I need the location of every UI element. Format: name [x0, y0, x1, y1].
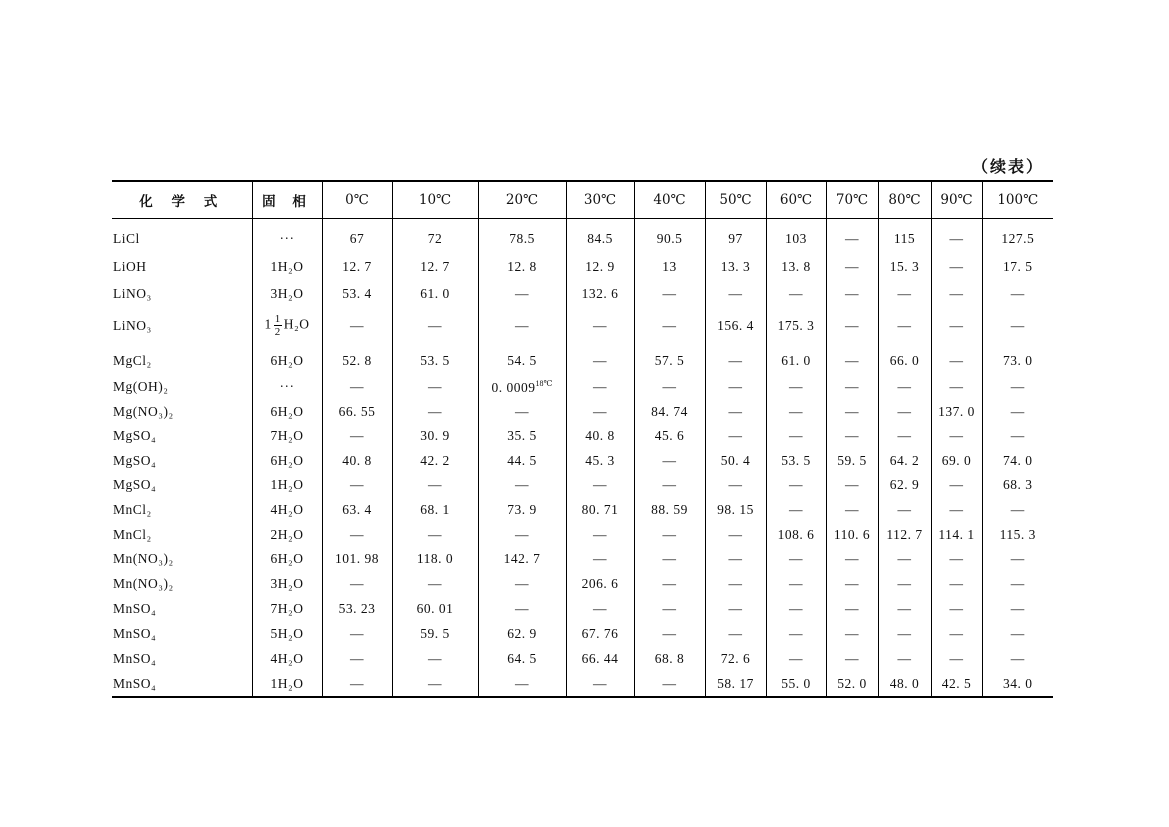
solubility-cell: 98. 15 [705, 498, 766, 523]
solubility-cell: — [878, 400, 931, 425]
solubility-cell: — [982, 375, 1053, 400]
solubility-cell: 156. 4 [705, 309, 766, 344]
solubility-table [112, 180, 1053, 698]
solubility-cell: — [982, 622, 1053, 647]
column-header-temperature: 0℃ [322, 181, 392, 219]
solubility-cell: 73. 9 [478, 498, 566, 523]
solubility-cell: 52. 8 [322, 343, 392, 375]
solubility-cell: — [566, 672, 634, 698]
solubility-cell: 13. 3 [705, 255, 766, 280]
solubility-cell: — [566, 523, 634, 548]
solubility-cell: — [392, 672, 478, 698]
solubility-cell: — [634, 449, 705, 474]
column-header-formula: 化 学 式 [112, 181, 252, 219]
solubility-cell: — [634, 279, 705, 309]
solubility-cell: — [826, 279, 878, 309]
solubility-cell: — [982, 424, 1053, 449]
solubility-cell: — [705, 400, 766, 425]
solubility-cell: 17. 5 [982, 255, 1053, 280]
solubility-cell: 115. 3 [982, 523, 1053, 548]
solid-phase-cell: 3H₂O [252, 572, 322, 597]
table-header [112, 181, 1053, 219]
solubility-cell: 66. 0 [878, 343, 931, 375]
solubility-cell: — [705, 375, 766, 400]
solubility-cell: — [322, 424, 392, 449]
solubility-cell: — [766, 647, 826, 672]
table-row [112, 309, 1053, 344]
formula-cell: MnSO₄ [113, 601, 157, 616]
solubility-cell: — [322, 309, 392, 344]
solid-phase-formula: H₂O [283, 316, 310, 332]
solubility-cell: — [931, 647, 982, 672]
table-row [112, 343, 1053, 375]
solubility-cell: 12. 7 [392, 255, 478, 280]
solubility-cell: 206. 6 [566, 572, 634, 597]
solubility-cell: — [392, 375, 478, 400]
solubility-cell: — [766, 498, 826, 523]
solubility-cell: 61. 0 [392, 279, 478, 309]
solubility-cell: 103 [766, 219, 826, 255]
solubility-cell: — [766, 597, 826, 622]
solubility-cell: 115 [878, 219, 931, 255]
solubility-cell: 101. 98 [322, 547, 392, 572]
solubility-cell: — [982, 498, 1053, 523]
solubility-cell: 59. 5 [826, 449, 878, 474]
solubility-cell: 110. 6 [826, 523, 878, 548]
solubility-cell: 45. 6 [634, 424, 705, 449]
solubility-cell: 118. 0 [392, 547, 478, 572]
solubility-cell: — [931, 597, 982, 622]
solubility-cell: — [634, 672, 705, 698]
solubility-cell: 137. 0 [931, 400, 982, 425]
solubility-cell: — [566, 375, 634, 400]
table-row [112, 400, 1053, 425]
solubility-cell: 53. 5 [392, 343, 478, 375]
table-body [112, 219, 1053, 698]
solid-phase-cell: ··· [252, 375, 322, 400]
solubility-cell: — [392, 647, 478, 672]
column-header-temperature: 70℃ [826, 181, 878, 219]
solubility-cell: 12. 7 [322, 255, 392, 280]
solubility-cell: — [931, 473, 982, 498]
formula-cell: LiOH [113, 258, 147, 274]
formula-cell: Mg(OH)₂ [113, 379, 169, 395]
solubility-cell: — [931, 279, 982, 309]
solubility-cell: — [766, 375, 826, 400]
solid-phase-cell: 4H₂O [252, 498, 322, 523]
solubility-cell: 40. 8 [322, 449, 392, 474]
solubility-cell: 55. 0 [766, 672, 826, 698]
table-row [112, 279, 1053, 309]
solubility-cell: 114. 1 [931, 523, 982, 548]
solid-phase-cell: ··· [252, 219, 322, 255]
solubility-cell: — [878, 309, 931, 344]
table-row [112, 498, 1053, 523]
solubility-cell: — [705, 473, 766, 498]
solubility-cell: — [566, 473, 634, 498]
table-row [112, 547, 1053, 572]
formula-cell: MnCl₂ [113, 526, 152, 542]
solubility-cell: — [982, 400, 1053, 425]
solubility-cell: 45. 3 [566, 449, 634, 474]
solid-phase-whole: 1 [264, 316, 272, 332]
solubility-cell: — [826, 547, 878, 572]
formula-cell: MnCl₂ [113, 502, 152, 517]
solubility-cell: — [931, 622, 982, 647]
table-row [112, 473, 1053, 498]
solubility-cell: 42. 5 [931, 672, 982, 698]
solubility-cell: 58. 17 [705, 672, 766, 698]
column-header-temperature: 10℃ [392, 181, 478, 219]
solubility-cell: 90.5 [634, 219, 705, 255]
solubility-cell: 88. 59 [634, 498, 705, 523]
solubility-cell: — [982, 547, 1053, 572]
solubility-cell: — [478, 473, 566, 498]
solubility-cell: 52. 0 [826, 672, 878, 698]
formula-cell: LiCl [113, 230, 140, 246]
formula-cell: MnSO₄ [113, 626, 157, 641]
solubility-cell: — [931, 255, 982, 280]
column-header-temperature: 100℃ [982, 181, 1053, 219]
solid-phase-cell [252, 309, 322, 344]
solubility-cell: 112. 7 [878, 523, 931, 548]
solubility-cell: 69. 0 [931, 449, 982, 474]
solubility-cell: 40. 8 [566, 424, 634, 449]
solubility-cell: — [826, 400, 878, 425]
column-header-temperature: 60℃ [766, 181, 826, 219]
solid-phase-cell: 4H₂O [252, 647, 322, 672]
solubility-cell: — [322, 473, 392, 498]
column-header-temperature: 80℃ [878, 181, 931, 219]
solubility-cell: 12. 9 [566, 255, 634, 280]
solubility-cell: 48. 0 [878, 672, 931, 698]
solubility-cell: — [634, 523, 705, 548]
solubility-cell: — [705, 523, 766, 548]
fraction-numerator: 1 [274, 313, 281, 326]
solubility-cell: — [322, 672, 392, 698]
solubility-cell: 132. 6 [566, 279, 634, 309]
column-header-solid-phase: 固 相 [252, 181, 322, 219]
solubility-cell: — [931, 424, 982, 449]
solubility-cell: — [322, 572, 392, 597]
solubility-cell: 13. 8 [766, 255, 826, 280]
solubility-cell: — [478, 597, 566, 622]
solubility-cell: 108. 6 [766, 523, 826, 548]
solubility-cell: — [392, 572, 478, 597]
solubility-cell: 72 [392, 219, 478, 255]
solubility-cell: — [566, 547, 634, 572]
solubility-cell: — [705, 622, 766, 647]
solubility-cell: — [982, 279, 1053, 309]
solubility-cell: 30. 9 [392, 424, 478, 449]
solubility-cell: — [392, 473, 478, 498]
solid-phase-cell: 2H₂O [252, 523, 322, 548]
solubility-cell: — [826, 498, 878, 523]
solubility-cell: 80. 71 [566, 498, 634, 523]
solubility-cell: 68. 3 [982, 473, 1053, 498]
solubility-cell: — [705, 597, 766, 622]
solubility-cell: 73. 0 [982, 343, 1053, 375]
solid-phase-cell: 1H₂O [252, 473, 322, 498]
solubility-cell: 84.5 [566, 219, 634, 255]
solubility-cell: — [322, 647, 392, 672]
solubility-cell: — [931, 309, 982, 344]
formula-cell: Mn(NO₃)₂ [113, 551, 174, 567]
solubility-cell: — [766, 572, 826, 597]
solubility-cell: 53. 4 [322, 279, 392, 309]
solubility-cell: — [931, 498, 982, 523]
solubility-cell: — [392, 400, 478, 425]
solubility-cell: — [826, 473, 878, 498]
table-row [112, 647, 1053, 672]
solubility-cell: 34. 0 [982, 672, 1053, 698]
solubility-cell: — [478, 400, 566, 425]
solubility-cell: 175. 3 [766, 309, 826, 344]
formula-cell: MgSO₄ [113, 477, 157, 493]
solubility-cell: 53. 23 [322, 597, 392, 622]
solubility-cell: 35. 5 [478, 424, 566, 449]
formula-cell: MgSO₄ [113, 452, 157, 468]
solubility-cell: — [878, 279, 931, 309]
formula-cell: Mg(NO₃)₂ [113, 403, 174, 419]
solubility-cell: — [766, 279, 826, 309]
solubility-cell: — [705, 424, 766, 449]
table-row [112, 375, 1053, 400]
solubility-cell: — [566, 597, 634, 622]
solubility-cell: — [766, 424, 826, 449]
solubility-cell: — [766, 400, 826, 425]
solubility-cell: — [826, 219, 878, 255]
table-row [112, 424, 1053, 449]
solubility-cell: 13 [634, 255, 705, 280]
solubility-cell: — [982, 572, 1053, 597]
solubility-cell: 54. 5 [478, 343, 566, 375]
table-row [112, 622, 1053, 647]
solubility-cell: 67. 76 [566, 622, 634, 647]
solubility-cell: — [478, 572, 566, 597]
formula-cell: Mn(NO₃)₂ [113, 576, 174, 591]
solubility-cell: — [322, 375, 392, 400]
solubility-cell: — [705, 343, 766, 375]
solubility-cell: — [826, 424, 878, 449]
table-row [112, 255, 1053, 280]
solubility-cell: — [705, 572, 766, 597]
column-header-temperature: 50℃ [705, 181, 766, 219]
solubility-cell: 127.5 [982, 219, 1053, 255]
solubility-cell: — [766, 622, 826, 647]
solubility-cell: — [566, 343, 634, 375]
column-header-temperature: 20℃ [478, 181, 566, 219]
solubility-cell: — [878, 597, 931, 622]
solubility-cell: 50. 4 [705, 449, 766, 474]
solubility-cell: — [634, 547, 705, 572]
formula-cell: LiNO₃ [113, 285, 152, 301]
table-row [112, 449, 1053, 474]
solubility-cell: 68. 8 [634, 647, 705, 672]
solubility-cell: 66. 44 [566, 647, 634, 672]
solubility-cell: — [478, 279, 566, 309]
solubility-cell: — [878, 572, 931, 597]
solubility-cell: — [931, 547, 982, 572]
solubility-cell: — [931, 375, 982, 400]
table-row [112, 523, 1053, 548]
solubility-cell: — [634, 622, 705, 647]
solubility-cell: 42. 2 [392, 449, 478, 474]
solubility-cell: — [931, 343, 982, 375]
solubility-cell: 62. 9 [878, 473, 931, 498]
solubility-cell: — [826, 622, 878, 647]
solubility-cell: 15. 3 [878, 255, 931, 280]
solubility-cell: — [634, 309, 705, 344]
column-header-temperature: 40℃ [634, 181, 705, 219]
solubility-cell: — [478, 672, 566, 698]
solubility-cell: — [566, 400, 634, 425]
solubility-cell: 72. 6 [705, 647, 766, 672]
solubility-cell: — [634, 597, 705, 622]
solubility-cell: — [566, 309, 634, 344]
table-row [112, 572, 1053, 597]
solubility-cell: — [826, 375, 878, 400]
solubility-cell: — [322, 523, 392, 548]
solubility-cell: — [705, 547, 766, 572]
solubility-cell: — [634, 473, 705, 498]
solubility-cell: — [766, 473, 826, 498]
solubility-cell: 53. 5 [766, 449, 826, 474]
continued-table-label: （续表） [972, 157, 1045, 176]
solubility-cell: — [826, 309, 878, 344]
solubility-cell: — [878, 375, 931, 400]
solubility-cell: — [931, 219, 982, 255]
fraction-denominator: 2 [274, 326, 281, 339]
solubility-cell: 78.5 [478, 219, 566, 255]
solid-phase-cell: 6H₂O [252, 449, 322, 474]
solubility-cell: — [766, 547, 826, 572]
solubility-cell: 60. 01 [392, 597, 478, 622]
solubility-cell: — [322, 622, 392, 647]
solubility-cell: — [392, 523, 478, 548]
solubility-cell: — [826, 572, 878, 597]
solubility-cell: 97 [705, 219, 766, 255]
solubility-cell: — [982, 647, 1053, 672]
solubility-cell: 142. 7 [478, 547, 566, 572]
solubility-cell: 62. 9 [478, 622, 566, 647]
solid-phase-cell: 6H₂O [252, 343, 322, 375]
column-header-temperature: 30℃ [566, 181, 634, 219]
solubility-cell: — [826, 647, 878, 672]
table-row [112, 597, 1053, 622]
solubility-cell: 57. 5 [634, 343, 705, 375]
solubility-cell: — [478, 523, 566, 548]
solubility-cell: — [878, 498, 931, 523]
table-row [112, 219, 1053, 255]
solubility-cell: — [878, 424, 931, 449]
solid-phase-cell: 1H₂O [252, 255, 322, 280]
solubility-cell: — [931, 572, 982, 597]
formula-cell: MgCl₂ [113, 352, 152, 368]
solubility-cell: — [878, 622, 931, 647]
solid-phase-fraction [274, 313, 282, 338]
solid-phase-cell: 6H₂O [252, 547, 322, 572]
solubility-cell: 64. 5 [478, 647, 566, 672]
solubility-cell: — [634, 572, 705, 597]
solubility-cell: 66. 55 [322, 400, 392, 425]
solubility-cell: — [634, 375, 705, 400]
solubility-cell: — [878, 547, 931, 572]
column-header-temperature: 90℃ [931, 181, 982, 219]
solubility-cell: — [982, 309, 1053, 344]
solubility-cell: — [878, 647, 931, 672]
header-row [112, 181, 1053, 219]
solubility-cell: 61. 0 [766, 343, 826, 375]
solubility-cell: 44. 5 [478, 449, 566, 474]
solid-phase-cell: 1H₂O [252, 672, 322, 698]
solubility-cell: — [826, 597, 878, 622]
solubility-cell: 59. 5 [392, 622, 478, 647]
solubility-cell: — [478, 309, 566, 344]
table-row [112, 672, 1053, 698]
solid-phase-cell: 3H₂O [252, 279, 322, 309]
solid-phase-cell: 7H₂O [252, 424, 322, 449]
solubility-cell: — [705, 279, 766, 309]
solubility-cell: 74. 0 [982, 449, 1053, 474]
formula-cell: MnSO₄ [113, 675, 157, 691]
solubility-value: 0. 0009 [491, 379, 536, 395]
solubility-cell: 64. 2 [878, 449, 931, 474]
formula-cell: MgSO₄ [113, 428, 157, 444]
solubility-cell: 84. 74 [634, 400, 705, 425]
solubility-cell: 63. 4 [322, 498, 392, 523]
solid-phase-cell: 7H₂O [252, 597, 322, 622]
solubility-cell: — [392, 309, 478, 344]
formula-cell: MnSO₄ [113, 651, 157, 666]
formula-cell: LiNO₃ [113, 317, 152, 333]
solubility-cell [478, 375, 566, 400]
solid-phase-cell: 6H₂O [252, 400, 322, 425]
solubility-cell: — [982, 597, 1053, 622]
solubility-cell: 67 [322, 219, 392, 255]
solid-phase-cell: 5H₂O [252, 622, 322, 647]
solubility-cell: — [826, 255, 878, 280]
solubility-cell: 12. 8 [478, 255, 566, 280]
solubility-cell: — [826, 343, 878, 375]
temperature-note: 18℃ [535, 378, 553, 388]
solubility-cell: 68. 1 [392, 498, 478, 523]
